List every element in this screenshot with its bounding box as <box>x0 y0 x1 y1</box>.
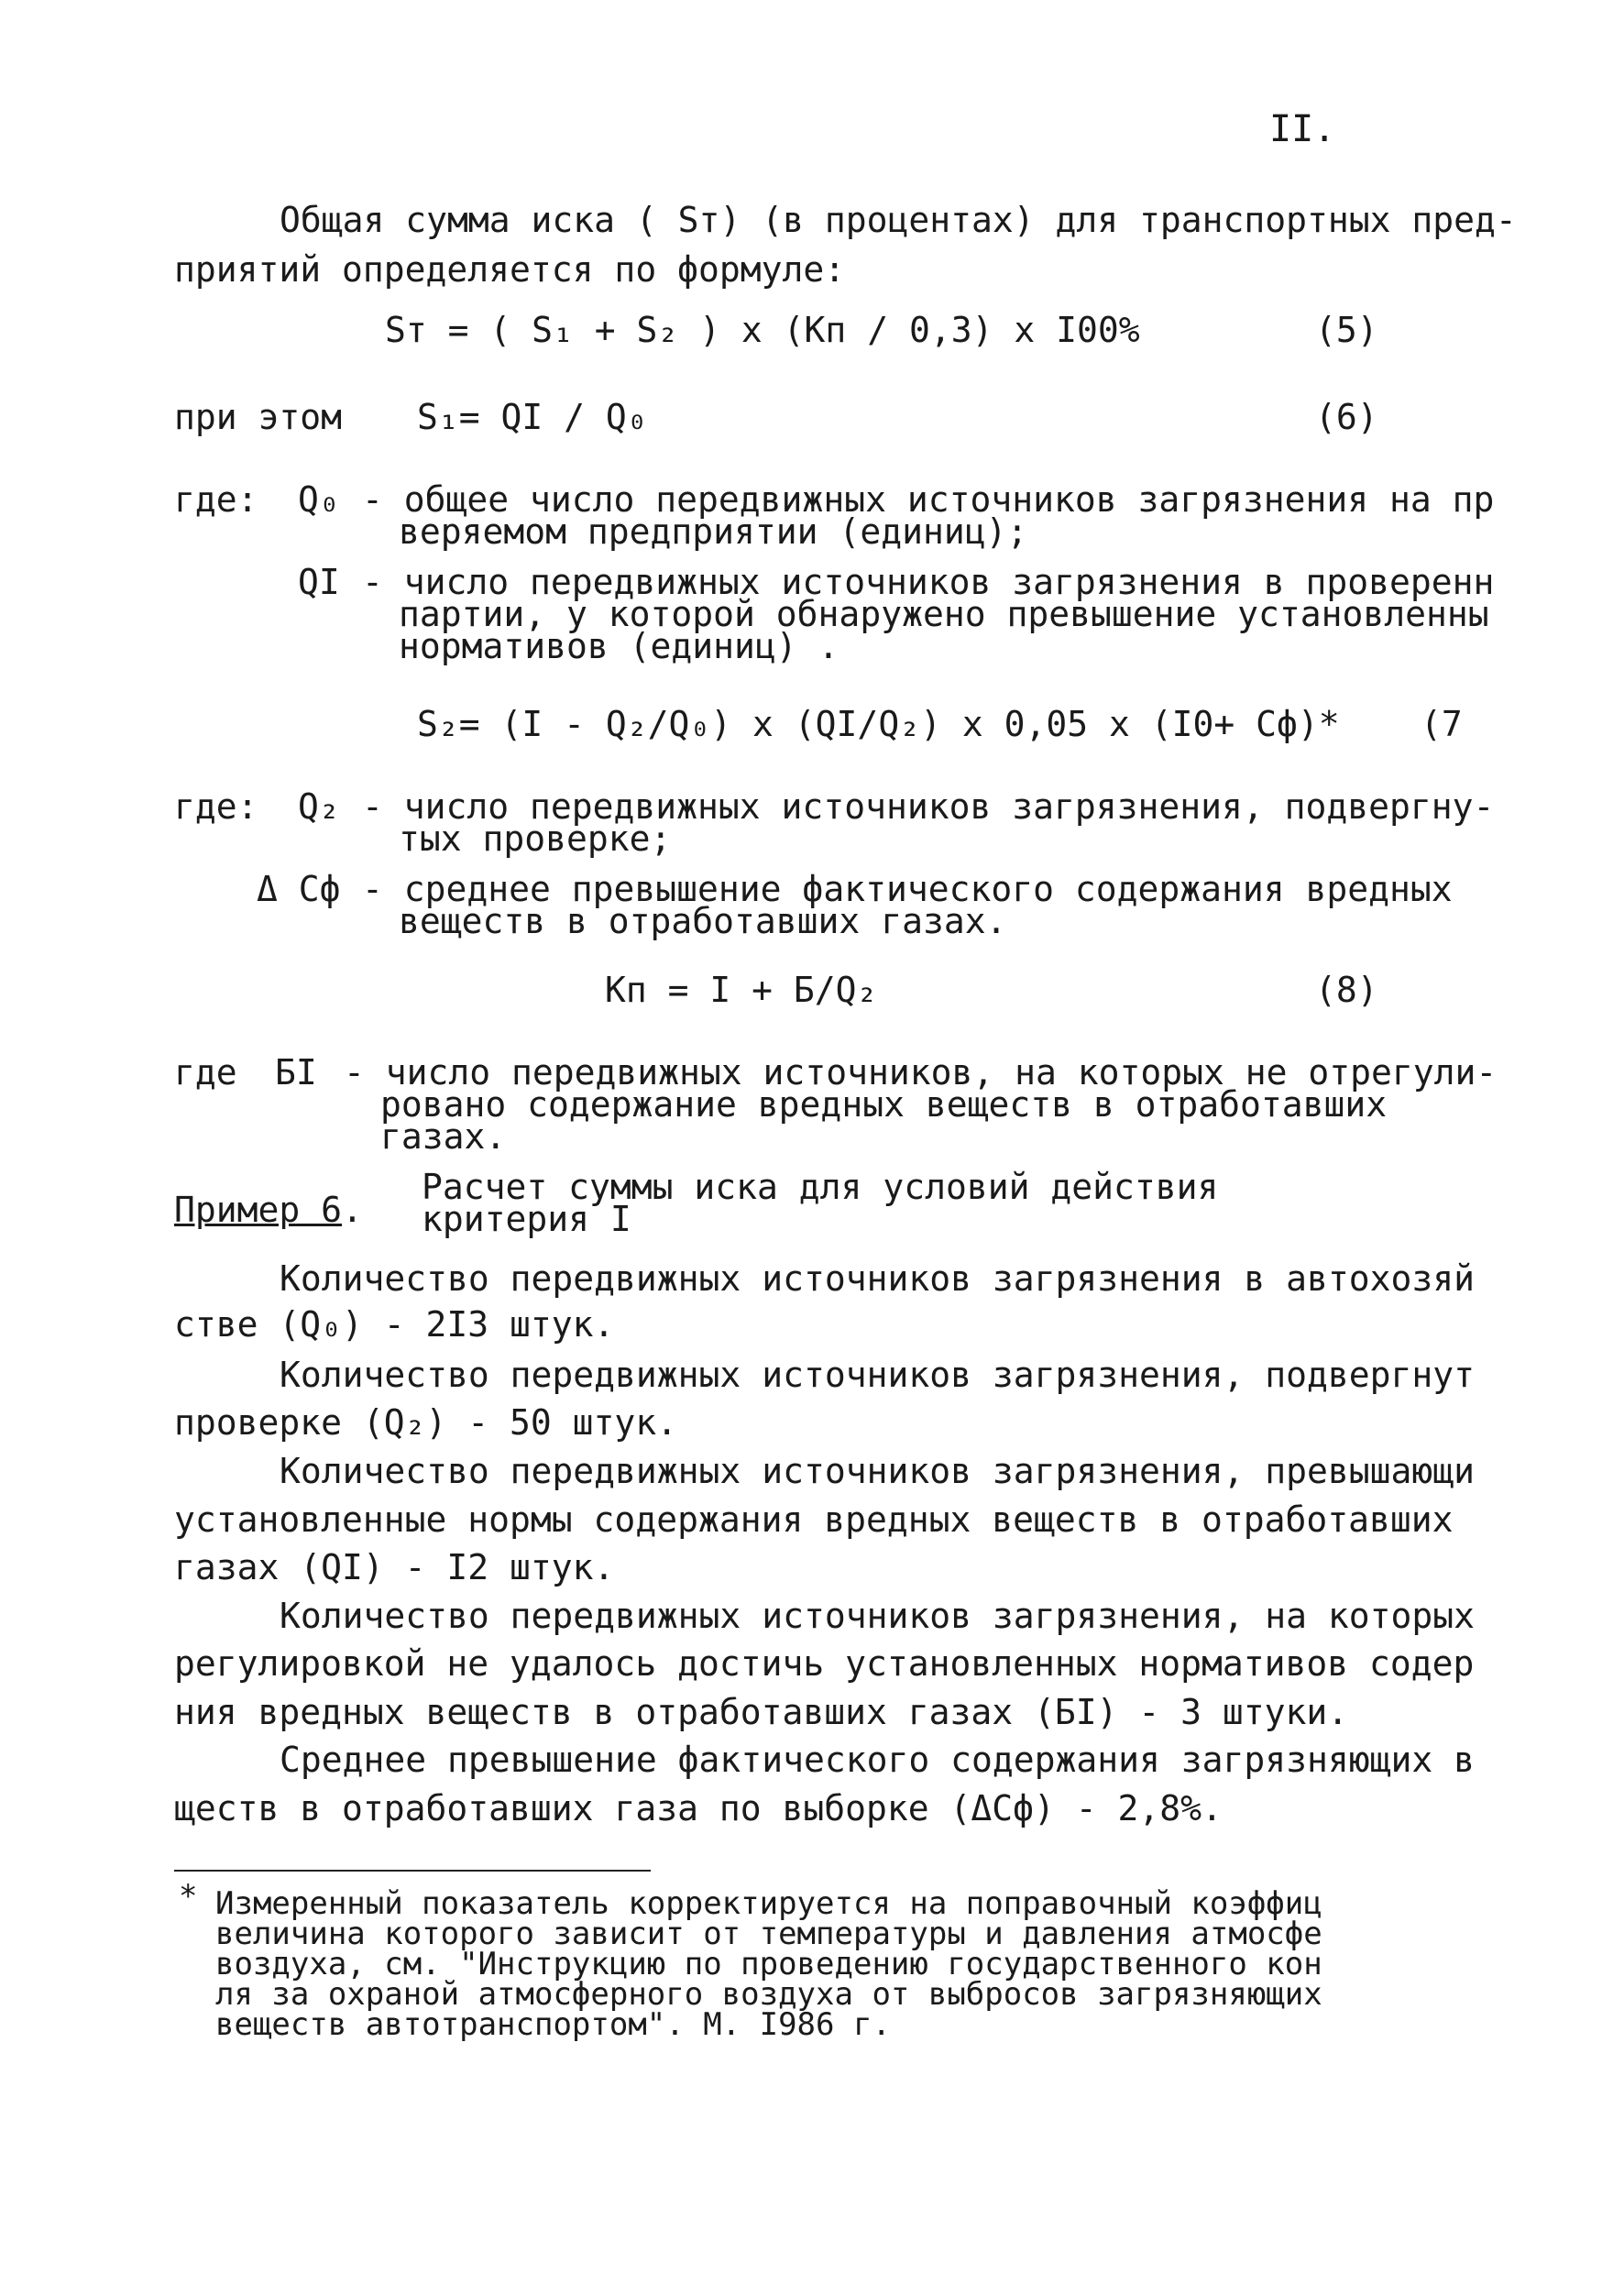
example-p5-line-1: Среднее превышение фактического содержания загрязняющих в <box>280 1740 1476 1780</box>
q2-symbol: Q₂ <box>298 786 340 827</box>
formula-7-number: (7 <box>1421 704 1463 744</box>
q1-symbol: QI <box>298 562 340 602</box>
formula-6-number: (6) <box>1315 397 1378 437</box>
delta-c-symbol: Δ Cф <box>257 869 341 909</box>
footnote-line-5: веществ автотранспортом". М. I986 г. <box>215 2006 891 2043</box>
q1-def-line-1: - число передвижных источников загрязнения в проверенн <box>362 562 1495 602</box>
example-label <box>174 1191 363 1228</box>
footnote-line-3: воздуха, см. "Инструкцию по проведению государственного кон <box>215 1946 1322 1982</box>
delta-c-def-line-2: веществ в отработавших газах. <box>399 901 1007 941</box>
intro-line-1: Общая сумма иска ( Sт) (в процентах) для транспортных пред- <box>280 200 1517 240</box>
where-label-1: где: <box>174 479 258 520</box>
delta-c-def-line-1: - среднее превышение фактического содержания вредных <box>362 869 1453 909</box>
b-def-line-3: газах. <box>380 1116 507 1157</box>
example-p2-line-1: Количество передвижных источников загрязнения, подвергнут <box>280 1355 1476 1395</box>
formula-5-number: (5) <box>1315 310 1378 350</box>
q0-def-line-1: - общее число передвижных источников загрязнения на пр <box>362 479 1495 520</box>
b-def-line-1: - число передвижных источников, на которых не отрегули- <box>344 1052 1498 1093</box>
example-p4-line-1: Количество передвижных источников загрязнения, на которых <box>280 1596 1476 1636</box>
q0-def-line-2: веряемом предприятии (единиц); <box>399 511 1028 552</box>
example-p5-line-2: ществ в отработавших газа по выборке (ΔCф) - 2,8%. <box>174 1788 1223 1828</box>
q2-def-line-2: тых проверке; <box>399 818 672 859</box>
example-p3-line-2: установленные нормы содержания вредных веществ в отработавших <box>174 1499 1454 1540</box>
footnote-line-2: величина которого зависит от температуры и давления атмосфе <box>215 1916 1322 1952</box>
b-def-line-2: ровано содержание вредных веществ в отработавших <box>380 1084 1388 1125</box>
page-number: II. <box>1269 108 1336 150</box>
footnote-line-1: Измеренный показатель корректируется на поправочный коэффиц <box>215 1885 1322 1922</box>
example-title-line-1: Расчет суммы иска для условий действия <box>422 1167 1219 1207</box>
formula-8-number: (8) <box>1315 970 1378 1010</box>
example-title-line-2: критерия I <box>422 1199 631 1239</box>
example-p1-line-2: стве (Q₀) - 2I3 штук. <box>174 1304 615 1345</box>
q0-symbol: Q₀ <box>298 479 340 520</box>
example-p2-line-2: проверке (Q₂) - 50 штук. <box>174 1402 678 1443</box>
q1-def-line-2: партии, у которой обнаружено превышение установленны <box>399 594 1489 634</box>
example-label-dot: . <box>342 1190 363 1230</box>
example-p4-line-2: регулировкой не удалось достичь установленных нормативов содер <box>174 1643 1475 1684</box>
formula-7: S₂= (I - Q₂/Q₀) x (QI/Q₂) x 0,05 x (I0+ Cф)* <box>417 704 1340 744</box>
example-p4-line-3: ния вредных веществ в отработавших газах (БI) - 3 штуки. <box>174 1692 1349 1732</box>
q2-def-line-1: - число передвижных источников загрязнения, подвергну- <box>362 786 1495 827</box>
footnote-mark: * <box>179 1878 198 1915</box>
example-p3-line-1: Количество передвижных источников загрязнения, превышающи <box>280 1451 1476 1491</box>
example-label-text: Пример 6 <box>174 1190 343 1230</box>
formula-5: Sт = ( S₁ + S₂ ) x (Кп / 0,3) x I00% <box>385 310 1140 350</box>
formula-8: Кп = I + Б/Q₂ <box>605 970 878 1010</box>
example-p3-line-3: газах (QI) - I2 штук. <box>174 1547 615 1587</box>
footnote-line-4: ля за охраной атмосферного воздуха от выбросов загрязняющих <box>215 1976 1322 2013</box>
example-p1-line-1: Количество передвижных источников загрязнения в автохозяй <box>280 1258 1476 1299</box>
footnote-separator <box>174 1870 651 1872</box>
intro-line-2: приятий определяется по формуле: <box>174 249 846 290</box>
where-label-2: где: <box>174 786 258 827</box>
where-label-3: где <box>174 1052 237 1093</box>
q1-def-line-3: нормативов (единиц) . <box>399 626 839 666</box>
b-symbol: БI <box>275 1052 317 1093</box>
formula-6-prefix: при этом <box>174 397 343 437</box>
formula-6: S₁= QI / Q₀ <box>417 397 648 437</box>
